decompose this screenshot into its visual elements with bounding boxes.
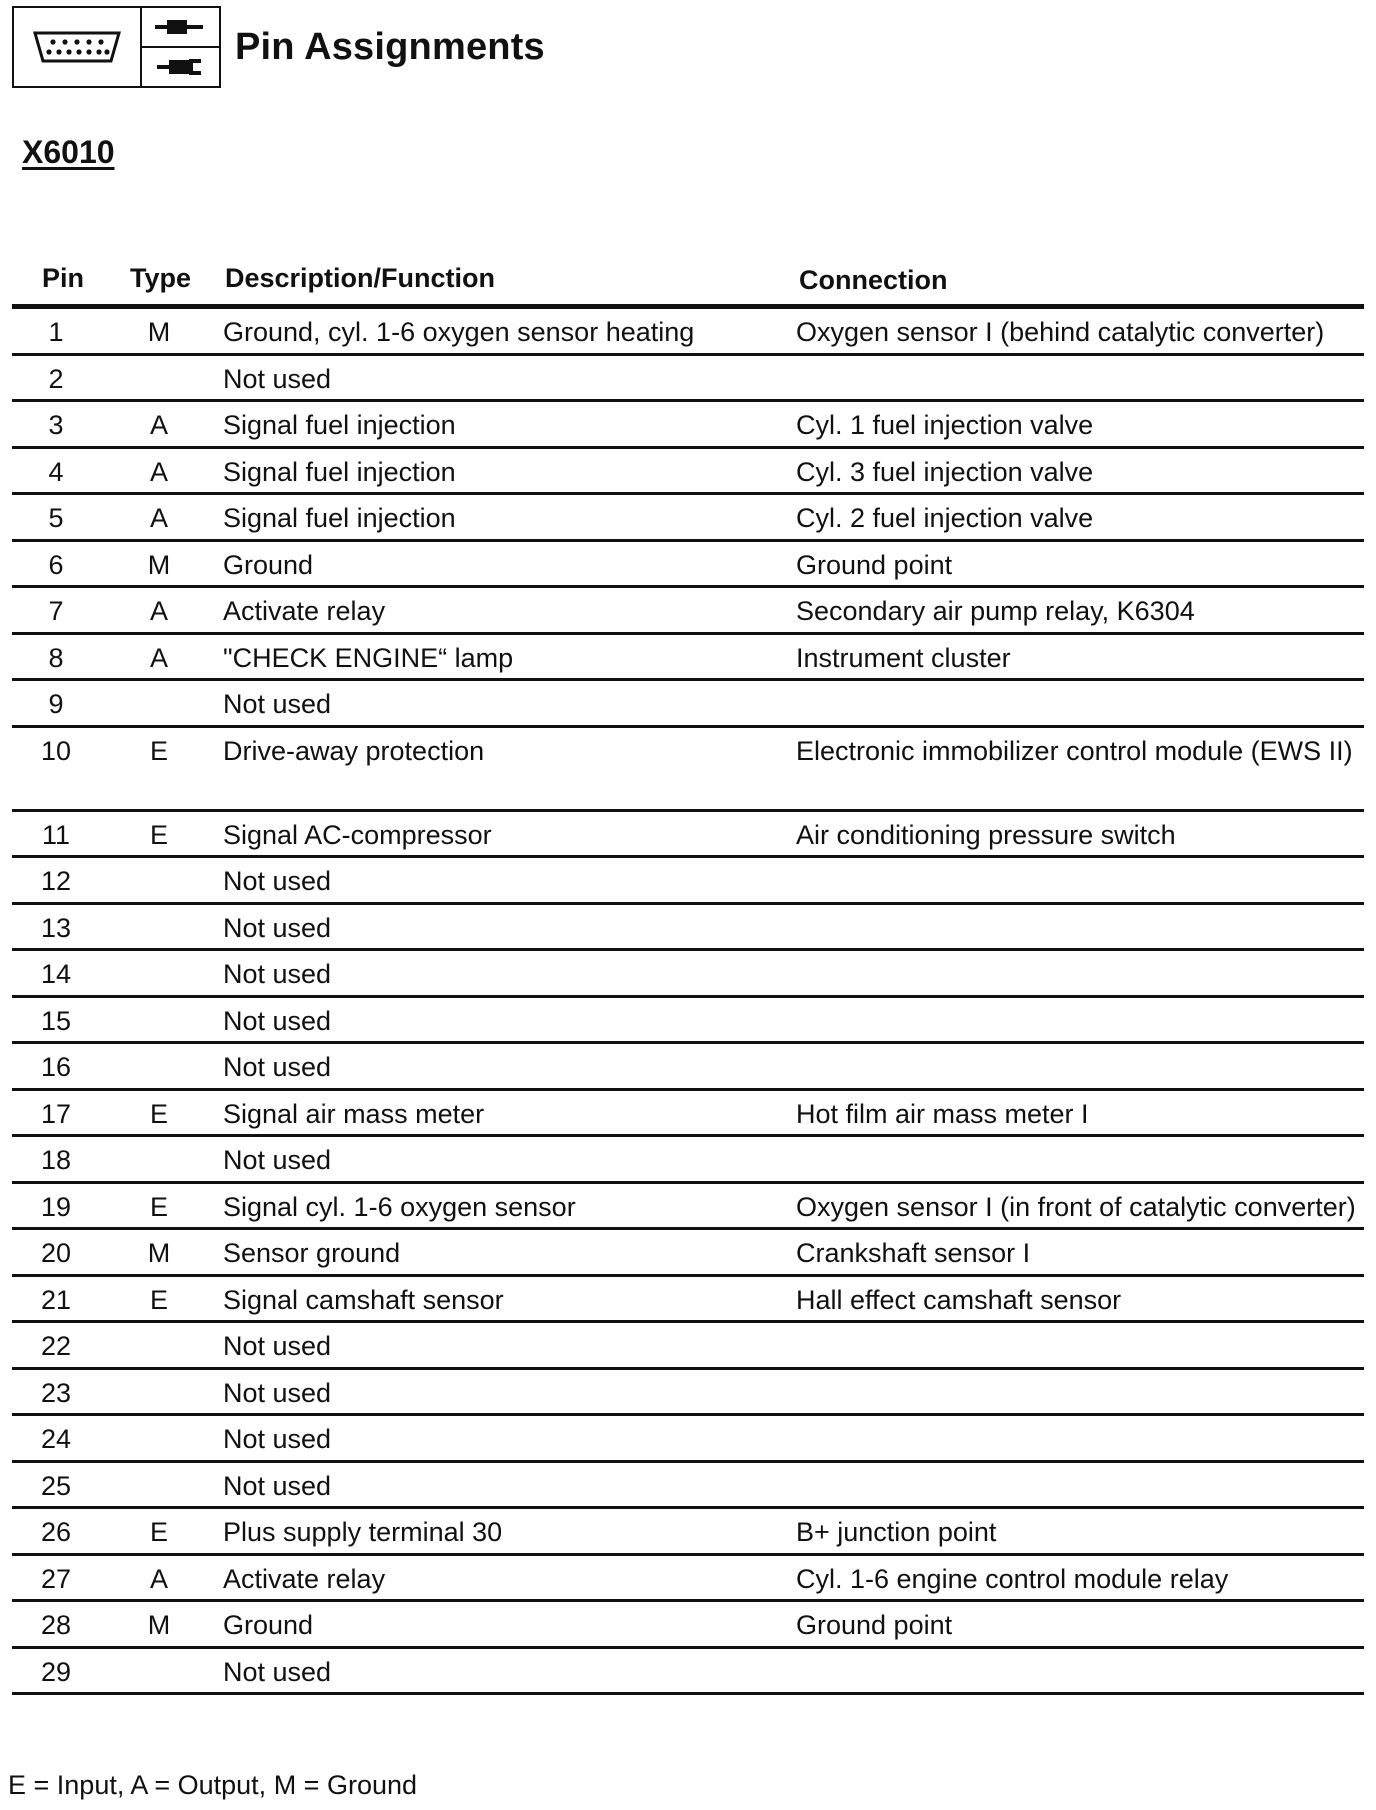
connector-id: X6010 (22, 134, 115, 170)
description-cell: Signal camshaft sensor (223, 1284, 504, 1315)
table-row (12, 858, 1364, 905)
table-row (12, 309, 1364, 356)
pin-cell: 7 (48, 596, 64, 626)
table-row (12, 1602, 1364, 1649)
column-header-description: Description/Function (225, 263, 495, 293)
table-row (12, 495, 1364, 542)
page-title: Pin Assignments (235, 25, 545, 68)
description-cell: Not used (223, 1005, 332, 1036)
description-cell: Drive-away protection (223, 735, 485, 766)
description-cell: Not used (223, 689, 332, 719)
column-header-type: Type (130, 263, 192, 293)
pin-cell: 22 (40, 1331, 72, 1361)
pin-cell: 16 (40, 1052, 72, 1082)
pin-cell: 29 (40, 1656, 72, 1687)
description-cell: Signal fuel injection (223, 456, 456, 487)
description-cell: Signal cyl. 1-6 oxygen sensor (223, 1191, 576, 1222)
pin-cell: 28 (40, 1610, 72, 1640)
type-cell: E (149, 1191, 168, 1222)
table-row (12, 1230, 1364, 1277)
pin-cell: 11 (41, 819, 71, 850)
pin-cell: 8 (48, 642, 64, 673)
description-cell: Ground (223, 549, 314, 580)
pin-cell: 3 (48, 410, 64, 440)
table-row (12, 681, 1364, 728)
pin-cell: 9 (48, 689, 64, 719)
plug-female-icon (142, 48, 219, 86)
type-cell: A (149, 596, 168, 626)
table-row (12, 1044, 1364, 1091)
description-cell: Not used (223, 1470, 332, 1501)
column-header-connection: Connection (799, 265, 948, 295)
pin-cell: 10 (40, 735, 72, 766)
connection-cell: Air conditioning pressure switch (796, 819, 1176, 850)
connection-cell: Crankshaft sensor I (796, 1238, 1031, 1268)
table-row (12, 356, 1364, 403)
pin-table (12, 252, 1364, 1695)
table-row (12, 812, 1364, 859)
type-cell: M (147, 317, 171, 347)
pin-cell: 26 (40, 1517, 72, 1547)
connection-cell: Cyl. 1 fuel injection valve (796, 410, 1094, 440)
table-row (12, 1649, 1364, 1696)
description-cell: Not used (223, 363, 332, 394)
table-row (12, 1277, 1364, 1324)
description-cell: Ground (223, 1610, 314, 1640)
description-cell: Not used (223, 1377, 332, 1408)
pin-cell: 4 (48, 456, 64, 487)
description-cell: Plus supply terminal 30 (223, 1517, 503, 1547)
connection-cell: Hall effect camshaft sensor (796, 1284, 1122, 1315)
type-cell: E (149, 1284, 168, 1315)
description-cell: Signal AC-compressor (223, 819, 492, 850)
pin-cell: 6 (48, 549, 64, 580)
table-row (12, 905, 1364, 952)
legend: E = Input, A = Output, M = Ground (8, 1770, 418, 1800)
table-row (12, 402, 1364, 449)
connection-cell: B+ junction point (796, 1517, 997, 1547)
type-cell: A (149, 456, 168, 487)
table-row (12, 1463, 1364, 1510)
pin-cell: 21 (40, 1284, 72, 1315)
connection-cell: Oxygen sensor I (in front of catalytic converter) (796, 1191, 1356, 1222)
column-header-pin: Pin (42, 263, 85, 293)
plug-male-icon (142, 8, 219, 48)
description-cell: Not used (223, 912, 332, 943)
description-cell: "CHECK ENGINE“ lamp (223, 642, 514, 673)
pin-cell: 19 (40, 1191, 72, 1222)
pin-cell: 12 (40, 866, 72, 896)
table-row (12, 1184, 1364, 1231)
pin-cell: 23 (40, 1377, 72, 1408)
description-cell: Not used (223, 1656, 332, 1687)
description-cell: Ground, cyl. 1-6 oxygen sensor heating (223, 317, 695, 347)
connector-icon (14, 8, 142, 86)
table-body (12, 309, 1364, 1695)
description-cell: Signal fuel injection (223, 503, 456, 533)
type-cell: M (147, 1610, 171, 1640)
pin-cell: 5 (48, 503, 64, 533)
description-cell: Not used (223, 1052, 332, 1082)
description-cell: Not used (223, 959, 332, 989)
pin-cell: 13 (40, 912, 72, 943)
type-cell: A (149, 410, 168, 440)
description-cell: Not used (223, 866, 332, 896)
table-row (12, 635, 1364, 682)
table-row (12, 542, 1364, 589)
connection-cell: Cyl. 1-6 engine control module relay (796, 1563, 1229, 1594)
type-cell: E (149, 819, 168, 850)
pin-cell: 18 (40, 1145, 72, 1175)
pin-cell: 2 (48, 363, 64, 394)
connection-cell: Oxygen sensor I (behind catalytic converter) (796, 317, 1325, 347)
pin-cell: 25 (40, 1470, 72, 1501)
type-cell: A (149, 503, 168, 533)
description-cell: Activate relay (223, 1563, 386, 1594)
connection-cell: Cyl. 2 fuel injection valve (796, 503, 1094, 533)
type-cell: M (147, 1238, 171, 1268)
connection-cell: Secondary air pump relay, K6304 (796, 596, 1195, 626)
pin-cell: 1 (48, 317, 64, 347)
table-header (12, 252, 1364, 309)
description-cell: Not used (223, 1145, 332, 1175)
connection-cell: Hot film air mass meter I (796, 1098, 1089, 1129)
type-cell: E (149, 735, 168, 766)
table-row (12, 951, 1364, 998)
table-row (12, 1416, 1364, 1463)
pin-cell: 20 (40, 1238, 72, 1268)
table-row (12, 728, 1364, 812)
table-row (12, 588, 1364, 635)
description-cell: Signal air mass meter (223, 1098, 485, 1129)
description-cell: Sensor ground (223, 1238, 401, 1268)
type-cell: M (147, 549, 171, 580)
table-row (12, 998, 1364, 1045)
connection-cell: Cyl. 3 fuel injection valve (796, 456, 1094, 487)
table-row (12, 449, 1364, 496)
connection-cell: Ground point (796, 549, 953, 580)
description-cell: Activate relay (223, 596, 386, 626)
table-row (12, 1370, 1364, 1417)
connection-cell: Electronic immobilizer control module (EWS II) (796, 735, 1353, 766)
table-row (12, 1509, 1364, 1556)
connection-cell: Instrument cluster (796, 642, 1011, 673)
pin-cell: 27 (40, 1563, 72, 1594)
type-cell: A (149, 1563, 168, 1594)
connection-cell: Ground point (796, 1610, 953, 1640)
description-cell: Signal fuel injection (223, 410, 456, 440)
pin-cell: 14 (40, 959, 72, 989)
table-row (12, 1137, 1364, 1184)
description-cell: Not used (223, 1331, 332, 1361)
pin-cell: 17 (40, 1098, 72, 1129)
table-row (12, 1323, 1364, 1370)
pin-cell: 15 (40, 1005, 72, 1036)
description-cell: Not used (223, 1424, 332, 1454)
type-cell: A (149, 642, 168, 673)
table-row (12, 1091, 1364, 1138)
type-cell: E (149, 1098, 168, 1129)
page-header (12, 6, 545, 88)
connector-symbol (12, 6, 221, 88)
pin-cell: 24 (40, 1424, 72, 1454)
type-cell: E (149, 1517, 168, 1547)
table-row (12, 1556, 1364, 1603)
